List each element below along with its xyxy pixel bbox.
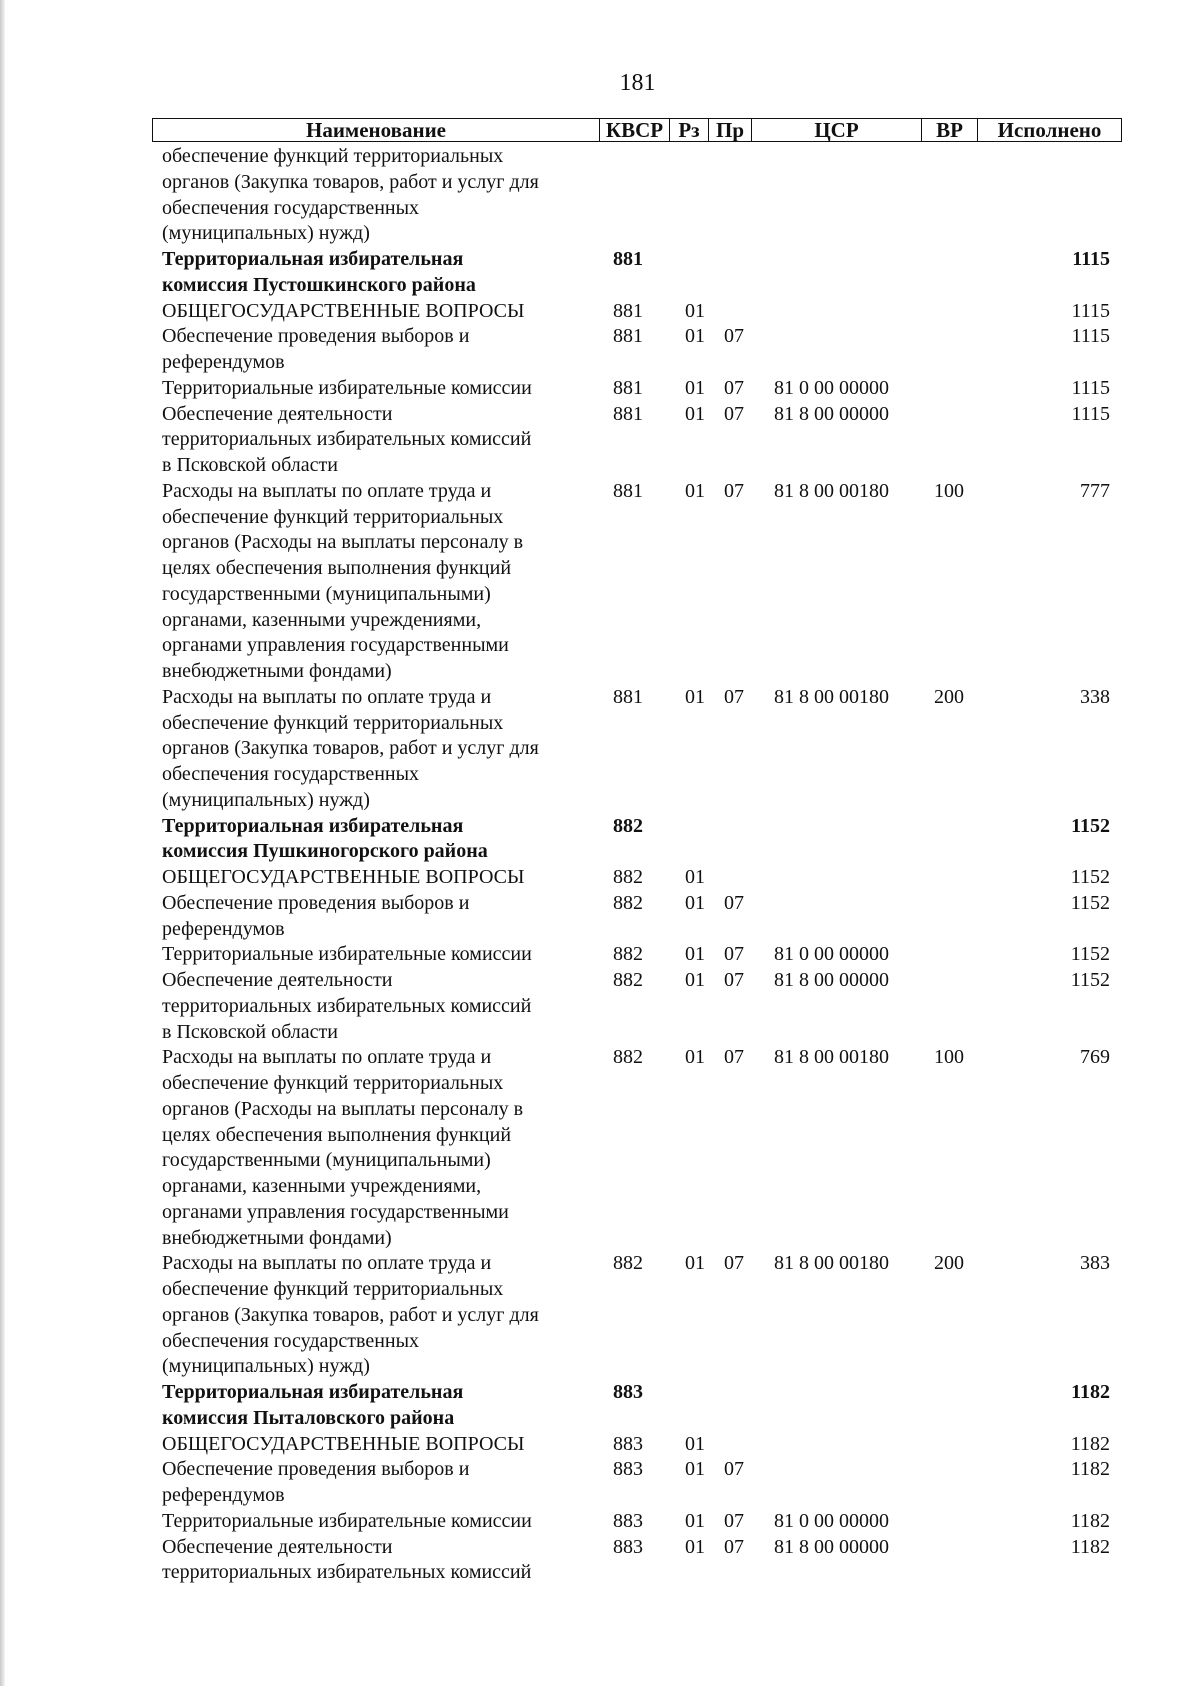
- cell-csr: [771, 1432, 930, 1458]
- name-line: (муниципальных) нужд): [162, 788, 370, 811]
- cell-pr: 07: [724, 1252, 744, 1275]
- cell-ispolneno: 1115: [1071, 325, 1110, 348]
- name-line: обеспечение функций территориальных: [162, 711, 504, 734]
- cell-pr: 07: [724, 402, 744, 425]
- table-row: [152, 814, 1122, 866]
- cell-ispolneno: 1182: [1070, 1458, 1110, 1481]
- cell-rz: 01: [685, 299, 705, 322]
- cell-csr: [771, 1380, 930, 1432]
- name-line: органов (Расходы на выплаты персоналу в: [162, 1097, 524, 1120]
- cell-rz: 01: [685, 866, 705, 888]
- cell-rz: 01: [685, 943, 705, 966]
- cell-ispolneno: 1115: [1071, 299, 1110, 322]
- cell-pr: 07: [724, 969, 744, 991]
- cell-csr: [771, 865, 930, 891]
- name-line: Расходы на выплаты по оплате труда и: [162, 479, 492, 502]
- cell-ispolneno: 383: [1080, 1252, 1110, 1275]
- cell-csr: 81 0 00 00000: [774, 1509, 889, 1532]
- cell-kvsr: 883: [613, 1458, 643, 1481]
- table-row: [152, 1509, 1122, 1535]
- cell-ispolneno: 1152: [1070, 891, 1110, 914]
- cell-kvsr: 881: [613, 479, 643, 502]
- cell-kvsr: 881: [613, 248, 643, 270]
- name-line: территориальных избирательных комиссий: [162, 428, 532, 451]
- table-row: [152, 1432, 1122, 1458]
- name-line: органов (Расходы на выплаты персоналу в: [162, 531, 524, 554]
- cell-vr: [930, 1509, 990, 1535]
- cell-rz: 01: [685, 1432, 705, 1455]
- cell-kvsr: 881: [613, 376, 643, 399]
- cell-ispolneno: 1182: [1070, 1432, 1110, 1455]
- cell-name: [152, 942, 602, 968]
- name-line: Обеспечение проведения выборов и: [162, 325, 470, 348]
- cell-ispolneno: 1115: [1071, 376, 1110, 399]
- cell-csr: [771, 891, 930, 943]
- header-kvsr: КВСР: [600, 119, 670, 141]
- name-line: комиссия Пушкиногорского района: [162, 840, 488, 863]
- cell-rz: 01: [685, 1509, 705, 1532]
- cell-rz: 01: [685, 325, 705, 348]
- cell-rz: 01: [685, 402, 705, 425]
- name-line: Территориальные избирательные комиссии: [162, 1509, 532, 1532]
- cell-pr: [716, 1380, 771, 1432]
- cell-vr: [930, 402, 990, 479]
- name-line: Территориальная избирательная: [162, 814, 464, 837]
- name-line: в Псковской области: [162, 1020, 338, 1043]
- table-row: [152, 1045, 1122, 1251]
- cell-csr: 81 8 00 00000: [774, 402, 889, 425]
- cell-pr: [716, 865, 771, 891]
- cell-kvsr: 881: [613, 299, 643, 322]
- cell-vr: [930, 1380, 990, 1432]
- table-row: [152, 376, 1122, 402]
- cell-rz: [674, 814, 716, 866]
- cell-name: [152, 685, 602, 814]
- cell-vr: [930, 1432, 990, 1458]
- table-header: [152, 118, 1122, 142]
- name-line: ОБЩЕГОСУДАРСТВЕННЫЕ ВОПРОСЫ: [162, 866, 525, 888]
- cell-name: [152, 324, 602, 376]
- name-line: (муниципальных) нужд): [162, 1355, 370, 1378]
- name-line: в Псковской области: [162, 454, 338, 476]
- table-row: [152, 942, 1122, 968]
- cell-csr: [771, 324, 930, 376]
- table-row: [152, 1457, 1122, 1509]
- cell-kvsr: 882: [613, 814, 643, 837]
- cell-vr: [930, 968, 990, 1045]
- cell-kvsr: 883: [613, 1381, 643, 1403]
- table-row: [152, 891, 1122, 943]
- header-ispolneno: Исполнено: [997, 118, 1102, 142]
- cell-kvsr: 882: [613, 1046, 643, 1069]
- header-rz: Рз: [670, 119, 709, 141]
- name-line: органами управления государственными: [162, 634, 509, 657]
- name-line: ОБЩЕГОСУДАРСТВЕННЫЕ ВОПРОСЫ: [162, 1432, 525, 1455]
- name-line: государственными (муниципальными): [162, 1149, 491, 1172]
- header-csr: ЦСР: [752, 119, 922, 141]
- name-line: обеспечение функций территориальных: [162, 145, 504, 167]
- cell-name: [152, 1535, 602, 1587]
- name-line: Расходы на выплаты по оплате труда и: [162, 1252, 492, 1275]
- name-line: внебюджетными фондами): [162, 660, 392, 682]
- cell-csr: 81 8 00 00180: [774, 685, 889, 708]
- name-line: (муниципальных) нужд): [162, 222, 370, 245]
- cell-csr: 81 0 00 00000: [774, 943, 889, 966]
- cell-pr: [716, 1432, 771, 1458]
- cell-name: [152, 299, 602, 325]
- cell-pr: 07: [724, 1046, 744, 1069]
- cell-vr: [930, 376, 990, 402]
- name-line: органами управления государственными: [162, 1200, 509, 1223]
- cell-ispolneno: 1115: [1071, 402, 1110, 425]
- name-line: Территориальные избирательные комиссии: [162, 943, 532, 966]
- cell-name: [152, 1045, 602, 1251]
- table-row: [152, 865, 1122, 891]
- cell-vr: [930, 247, 990, 299]
- cell-ispolneno: 777: [1080, 479, 1110, 502]
- cell-ispolneno: 769: [1080, 1046, 1110, 1069]
- cell-pr: 07: [724, 1509, 744, 1532]
- cell-name: [152, 1509, 602, 1535]
- cell-vr: [930, 299, 990, 325]
- cell-csr: [771, 144, 930, 247]
- cell-pr: 07: [724, 479, 744, 502]
- cell-name: [152, 891, 602, 943]
- cell-name: [152, 1457, 602, 1509]
- cell-vr: [930, 144, 990, 247]
- name-line: Территориальная избирательная: [162, 248, 464, 270]
- cell-ispolneno: 1152: [1071, 814, 1110, 837]
- cell-rz: 01: [685, 1535, 705, 1558]
- name-line: Обеспечение деятельности: [162, 969, 393, 991]
- name-line: обеспечения государственных: [162, 763, 420, 785]
- name-line: органов (Закупка товаров, работ и услуг для: [162, 1303, 539, 1326]
- name-line: обеспечение функций территориальных: [162, 1072, 504, 1094]
- cell-ispolneno: [990, 144, 1122, 247]
- cell-vr: [930, 865, 990, 891]
- name-line: обеспечения государственных: [162, 1329, 420, 1352]
- name-line: Обеспечение деятельности: [162, 1535, 393, 1558]
- name-line: комиссия Пыталовского района: [162, 1406, 455, 1429]
- name-line: органами, казенными учреждениями,: [162, 1175, 482, 1197]
- name-line: Расходы на выплаты по оплате труда и: [162, 1046, 492, 1069]
- cell-ispolneno: 1182: [1070, 1535, 1110, 1558]
- cell-rz: 01: [685, 891, 705, 914]
- cell-name: [152, 1380, 602, 1432]
- name-line: обеспечение функций территориальных: [162, 1278, 504, 1300]
- cell-rz: [674, 247, 716, 299]
- cell-kvsr: 882: [613, 866, 643, 888]
- cell-kvsr: 883: [613, 1535, 643, 1558]
- cell-csr: 81 8 00 00000: [774, 969, 889, 991]
- table-body: [152, 144, 1122, 1586]
- table-row: [152, 1251, 1122, 1380]
- cell-csr: 81 8 00 00180: [774, 1252, 889, 1275]
- cell-pr: 07: [724, 685, 744, 708]
- name-line: органами, казенными учреждениями,: [162, 608, 482, 631]
- table-row: [152, 685, 1122, 814]
- name-line: ОБЩЕГОСУДАРСТВЕННЫЕ ВОПРОСЫ: [162, 299, 525, 322]
- name-line: органов (Закупка товаров, работ и услуг для: [162, 737, 539, 760]
- cell-ispolneno: 1182: [1071, 1381, 1110, 1403]
- cell-name: [152, 1251, 602, 1380]
- name-line: Обеспечение деятельности: [162, 402, 393, 425]
- name-line: внебюджетными фондами): [162, 1226, 392, 1249]
- cell-rz: [674, 1380, 716, 1432]
- table-row: [152, 1535, 1122, 1587]
- name-line: органов (Закупка товаров, работ и услуг для: [162, 170, 539, 193]
- cell-name: [152, 968, 602, 1045]
- cell-ispolneno: 1152: [1070, 866, 1110, 888]
- cell-vr: 200: [934, 685, 964, 708]
- header-name: Наименование: [153, 119, 600, 141]
- cell-pr: 07: [724, 943, 744, 966]
- name-line: референдумов: [162, 1484, 285, 1506]
- cell-vr: [930, 891, 990, 943]
- name-line: Территориальная избирательная: [162, 1381, 464, 1403]
- cell-csr: [771, 1457, 930, 1509]
- cell-pr: [716, 814, 771, 866]
- cell-csr: 81 8 00 00000: [774, 1535, 889, 1558]
- cell-pr: [716, 247, 771, 299]
- name-line: целях обеспечения выполнения функций: [162, 1123, 512, 1146]
- cell-name: [152, 814, 602, 866]
- name-line: обеспечения государственных: [162, 196, 420, 219]
- header-vr: ВР: [922, 119, 978, 141]
- name-line: референдумов: [162, 351, 285, 373]
- cell-csr: [771, 247, 930, 299]
- name-line: обеспечение функций территориальных: [162, 505, 504, 528]
- cell-csr: 81 8 00 00180: [774, 1046, 889, 1069]
- cell-csr: 81 0 00 00000: [774, 376, 889, 399]
- cell-vr: [930, 324, 990, 376]
- cell-rz: 01: [685, 969, 705, 991]
- name-line: референдумов: [162, 917, 285, 940]
- cell-kvsr: [602, 144, 674, 247]
- cell-name: [152, 144, 602, 247]
- cell-vr: [930, 1457, 990, 1509]
- cell-vr: [930, 1535, 990, 1587]
- table-row: [152, 299, 1122, 325]
- cell-name: [152, 247, 602, 299]
- cell-kvsr: 881: [613, 325, 643, 348]
- cell-kvsr: 882: [613, 969, 643, 991]
- name-line: целях обеспечения выполнения функций: [162, 557, 512, 579]
- table-row: [152, 1380, 1122, 1432]
- cell-rz: 01: [685, 685, 705, 708]
- cell-kvsr: 882: [613, 891, 643, 914]
- cell-csr: [771, 299, 930, 325]
- cell-name: [152, 865, 602, 891]
- table-row: [152, 402, 1122, 479]
- table-row: [152, 144, 1122, 247]
- cell-vr: [930, 814, 990, 866]
- cell-kvsr: 883: [613, 1432, 643, 1455]
- cell-csr: 81 8 00 00180: [774, 479, 889, 502]
- cell-ispolneno: 1115: [1072, 248, 1110, 270]
- cell-rz: 01: [685, 1458, 705, 1481]
- cell-vr: [930, 942, 990, 968]
- cell-rz: 01: [685, 1252, 705, 1275]
- cell-ispolneno: 1152: [1070, 969, 1110, 991]
- cell-kvsr: 882: [613, 943, 643, 966]
- cell-pr: [716, 144, 771, 247]
- cell-pr: 07: [724, 1458, 744, 1481]
- cell-pr: 07: [724, 376, 744, 399]
- page-number: 181: [619, 70, 656, 96]
- table-row: [152, 968, 1122, 1045]
- cell-kvsr: 881: [613, 402, 643, 425]
- name-line: территориальных избирательных комиссий: [162, 994, 532, 1017]
- cell-pr: 07: [724, 1535, 744, 1558]
- cell-name: [152, 402, 602, 479]
- name-line: государственными (муниципальными): [162, 582, 491, 605]
- table-row: [152, 479, 1122, 685]
- cell-pr: [716, 299, 771, 325]
- name-line: Территориальные избирательные комиссии: [162, 376, 532, 399]
- cell-rz: 01: [685, 376, 705, 399]
- cell-ispolneno: 1182: [1070, 1509, 1110, 1532]
- name-line: Обеспечение проведения выборов и: [162, 891, 470, 914]
- name-line: Обеспечение проведения выборов и: [162, 1458, 470, 1481]
- cell-vr: 100: [934, 479, 964, 502]
- table-row: [152, 324, 1122, 376]
- cell-ispolneno: 1152: [1070, 943, 1110, 966]
- cell-kvsr: 881: [613, 685, 643, 708]
- cell-name: [152, 479, 602, 685]
- cell-csr: [771, 814, 930, 866]
- cell-vr: 200: [934, 1252, 964, 1275]
- cell-kvsr: 882: [613, 1252, 643, 1275]
- cell-rz: [674, 144, 716, 247]
- cell-vr: 100: [934, 1046, 964, 1069]
- table-row: [152, 247, 1122, 299]
- header-pr: Пр: [709, 119, 752, 141]
- cell-name: [152, 376, 602, 402]
- name-line: Расходы на выплаты по оплате труда и: [162, 685, 492, 708]
- cell-pr: 07: [724, 891, 744, 914]
- name-line: территориальных избирательных комиссий: [162, 1561, 532, 1584]
- cell-pr: 07: [724, 325, 744, 348]
- scan-edge: [0, 0, 5, 1686]
- cell-rz: 01: [685, 479, 705, 502]
- cell-name: [152, 1432, 602, 1458]
- cell-ispolneno: 338: [1080, 685, 1110, 708]
- name-line: комиссия Пустошкинского района: [162, 273, 476, 296]
- cell-kvsr: 883: [613, 1509, 643, 1532]
- cell-rz: 01: [685, 1046, 705, 1069]
